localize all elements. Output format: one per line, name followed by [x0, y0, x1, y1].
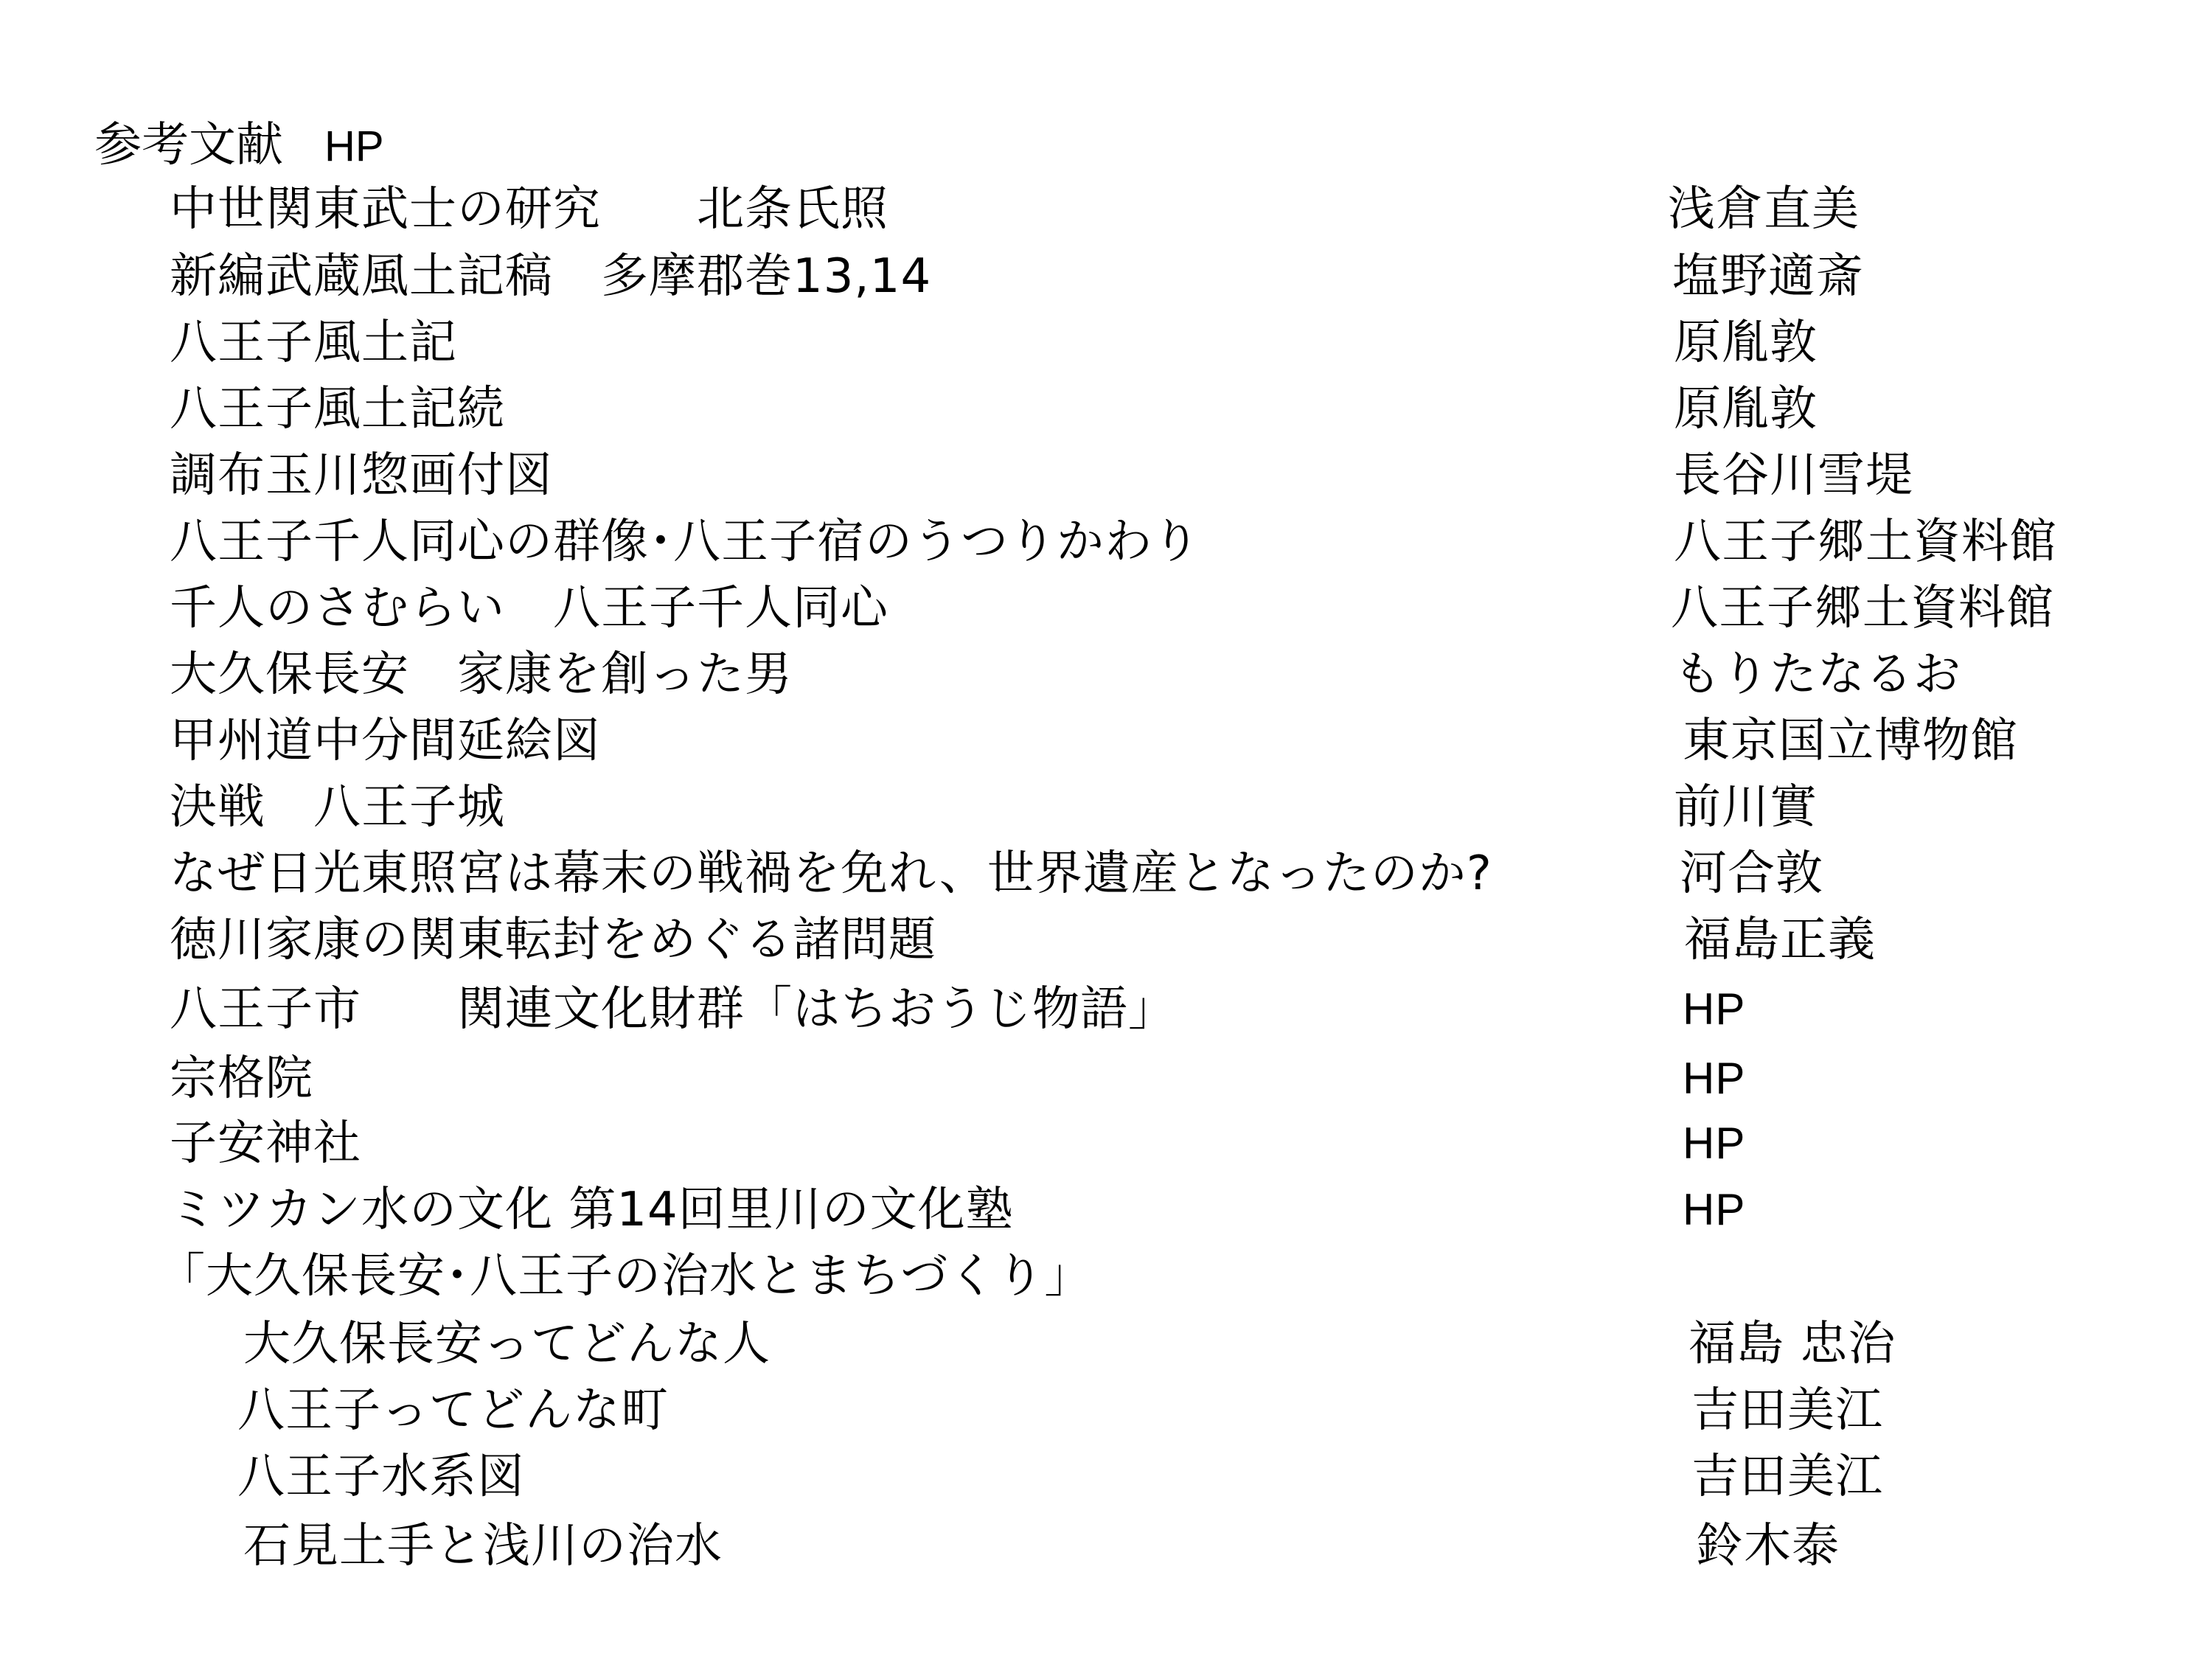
heading-title: 参考文献 — [94, 118, 283, 173]
reference-author: HP — [1683, 1054, 1746, 1103]
reference-item — [0, 1110, 2212, 1177]
reference-title: 八王子水系図 — [237, 1450, 525, 1504]
reference-author: 浅倉直美 — [1668, 182, 1860, 237]
reference-item — [0, 841, 2212, 907]
reference-title: なぜ日光東照宮は幕末の戦禍を免れ、世界遺産となったのか? — [170, 846, 1492, 901]
reference-title: 八王子市 関連文化財群「はちおうじ物語」 — [170, 982, 1176, 1037]
reference-title: 「大久保長安･八王子の治水とまちづくり」 — [158, 1249, 1093, 1304]
reference-author: 東京国立博物館 — [1683, 714, 2018, 768]
reference-author: 八王子郷土資料館 — [1671, 581, 2054, 636]
reference-title: 八王子風土記 — [170, 316, 457, 370]
reference-item — [0, 1513, 2212, 1579]
reference-author: HP — [1683, 984, 1746, 1034]
reference-item — [0, 442, 2212, 509]
reference-author: 八王子郷土資料館 — [1674, 515, 2057, 569]
reference-author: 河合敦 — [1680, 846, 1823, 901]
reference-item — [0, 376, 2212, 442]
reference-author: 長谷川雪堤 — [1674, 448, 1913, 503]
reference-author: 吉田美江 — [1691, 1383, 1883, 1438]
reference-author: もりたなるお — [1674, 647, 1961, 702]
reference-title: 調布玉川惣画付図 — [170, 448, 553, 503]
reference-title: 甲州道中分間延絵図 — [170, 714, 601, 768]
reference-item — [0, 1377, 2212, 1444]
reference-item — [0, 708, 2212, 774]
reference-item — [0, 243, 2212, 310]
reference-author: 前川實 — [1674, 780, 1818, 835]
reference-item — [0, 575, 2212, 641]
reference-author: 吉田美江 — [1691, 1450, 1883, 1504]
reference-item — [0, 310, 2212, 376]
reference-title: 八王子ってどんな町 — [237, 1383, 669, 1438]
reference-item — [0, 907, 2212, 973]
reference-item — [0, 976, 2212, 1043]
reference-author: HP — [1683, 1185, 1746, 1234]
references-heading — [94, 112, 384, 180]
reference-item — [0, 176, 2212, 243]
reference-title: 大久保長安ってどんな人 — [243, 1317, 771, 1371]
reference-title: 八王子千人同心の群像･八王子宿のうつりかわり — [170, 515, 1200, 569]
reference-title: ミツカン水の文化 第14回里川の文化塾 — [170, 1183, 1014, 1237]
reference-item — [0, 509, 2212, 575]
reference-author: 原胤敦 — [1674, 316, 1818, 370]
reference-item — [0, 1311, 2212, 1377]
reference-title: 徳川家康の関東転封をめぐる諸問題 — [170, 913, 936, 967]
reference-item — [0, 1046, 2212, 1112]
reference-title: 中世関東武士の研究 北条氏照 — [170, 182, 888, 237]
reference-title: 大久保長安 家康を創った男 — [170, 647, 793, 702]
reference-author: 福島正義 — [1684, 913, 1876, 967]
reference-author: 原胤敦 — [1674, 382, 1818, 437]
heading-suffix: HP — [324, 122, 384, 170]
reference-title: 石見土手と浅川の治水 — [243, 1519, 723, 1573]
reference-title: 宗格院 — [170, 1051, 313, 1106]
reference-item — [0, 774, 2212, 841]
reference-author: 福島 忠治 — [1688, 1317, 1896, 1371]
reference-item — [0, 1243, 2212, 1310]
reference-item — [0, 1444, 2212, 1510]
reference-title: 決戦 八王子城 — [170, 780, 505, 835]
reference-title: 子安神社 — [170, 1116, 361, 1171]
reference-author: HP — [1683, 1119, 1746, 1168]
reference-author: 鈴木泰 — [1696, 1519, 1840, 1573]
reference-author: 塩野適斎 — [1672, 249, 1864, 304]
reference-item — [0, 1177, 2212, 1243]
reference-title: 千人のさむらい 八王子千人同心 — [170, 581, 888, 636]
reference-title: 新編武蔵風土記稿 多摩郡巻13,14 — [170, 249, 932, 304]
reference-title: 八王子風土記続 — [170, 382, 505, 437]
reference-item — [0, 641, 2212, 708]
